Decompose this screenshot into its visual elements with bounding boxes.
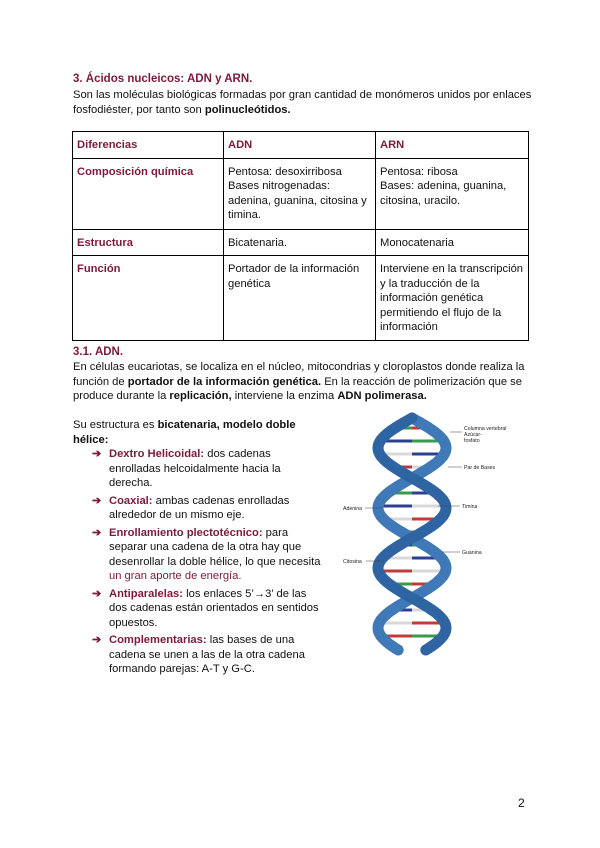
arrow-icon: ➔ bbox=[92, 448, 102, 460]
property-desc: los enlaces 5’→3’ de las dos cadenas están orientados en sentidos opuestos. bbox=[109, 587, 319, 629]
adn-bold: replicación, bbox=[169, 390, 232, 402]
label-adenine: Adenina bbox=[343, 506, 363, 512]
property-term: Dextro Helicoidal: bbox=[109, 448, 205, 460]
property-desc: para separar una cadena de la otra hay que desenrollar la doble hélice, lo que necesita bbox=[109, 526, 321, 568]
adn-paragraph bbox=[73, 360, 535, 404]
header-diferencias: Diferencias bbox=[73, 132, 224, 159]
structure-bold: bicatenaria, modelo doble hélice: bbox=[73, 419, 296, 446]
arrow-icon: ➔ bbox=[92, 526, 102, 539]
table-row bbox=[73, 229, 529, 256]
property-desc: las bases de una cadena se unen a las de la otra cadena formando parejas: A-T y G-C. bbox=[109, 634, 305, 675]
structure-intro bbox=[73, 418, 313, 447]
list-item bbox=[92, 633, 324, 677]
label-backbone: Columna vertebral bbox=[464, 426, 507, 432]
property-desc: ambas cadenas enrolladas alrededor de un mismo eje. bbox=[109, 494, 290, 521]
cell-line: Bases: adenina, guanina, citosina, uracilo. bbox=[380, 180, 507, 207]
list-item bbox=[92, 447, 324, 491]
arrow-icon: ➔ bbox=[92, 634, 102, 646]
comparison-table bbox=[72, 131, 529, 341]
table-cell bbox=[224, 158, 376, 229]
list-item bbox=[92, 494, 324, 523]
adn-bold: portador de la información genética. bbox=[127, 375, 322, 388]
arrow-icon: ➔ bbox=[92, 587, 102, 600]
label-backbone: fosfato bbox=[464, 438, 480, 444]
row-label: Estructura bbox=[73, 229, 224, 256]
adn-bold: ADN polimerasa. bbox=[337, 390, 427, 402]
list-item bbox=[92, 587, 324, 631]
label-cytosine: Citosina bbox=[343, 559, 362, 565]
table-cell: Interviene en la transcripción y la traducción de la información genética permitiendo el flujo de la información bbox=[376, 256, 529, 341]
table-cell: Bicatenaria. bbox=[224, 229, 376, 256]
adn-text: interviene la enzima bbox=[231, 390, 338, 402]
properties-list bbox=[92, 447, 324, 680]
section-title: 3. Ácidos nucleicos: ADN y ARN. bbox=[73, 73, 253, 85]
header-arn: ARN bbox=[376, 132, 529, 159]
label-base-pair: Par de Bases bbox=[464, 465, 496, 471]
cell-line: Pentosa: ribosa bbox=[380, 165, 458, 178]
intro-text: Son las moléculas biológicas formadas por gran cantidad de monómeros unidos por enlaces fosfodiéster, por tanto son bbox=[73, 89, 532, 116]
label-backbone: Azúcar- bbox=[464, 432, 482, 438]
adn-text: En células eucariotas, se localiza en el núcleo, mitocondrias y cloroplastos donde realiza la función de bbox=[73, 361, 525, 388]
property-term: Enrollamiento plectotécnico: bbox=[109, 526, 263, 539]
table-row bbox=[73, 256, 529, 341]
list-item bbox=[92, 526, 324, 584]
header-adn: ADN bbox=[224, 132, 376, 159]
page-number: 2 bbox=[518, 796, 525, 810]
cell-line: Pentosa: desoxirribosa bbox=[228, 165, 342, 178]
property-desc: dos cadenas enrolladas helcoidalmente hacia la derecha. bbox=[109, 448, 281, 489]
structure-text: Su estructura es bbox=[73, 419, 158, 431]
table-cell bbox=[376, 158, 529, 229]
row-label: Función bbox=[73, 256, 224, 341]
intro-bold: polinucleótidos. bbox=[204, 103, 291, 116]
label-guanine: Guanina bbox=[462, 550, 482, 556]
intro-paragraph bbox=[73, 88, 533, 117]
cell-line: Bases nitrogenadas: adenina, guanina, citosina y timina. bbox=[228, 180, 367, 221]
property-extra: un gran aporte de energía. bbox=[109, 570, 242, 582]
property-term: Antiparalelas: bbox=[109, 587, 183, 600]
arrow-icon: ➔ bbox=[92, 494, 102, 507]
label-thymine: Timina bbox=[462, 504, 478, 510]
table-cell: Portador de la información genética bbox=[224, 256, 376, 341]
adn-text: En la reacción de polimerización que se produce durante la bbox=[73, 375, 522, 402]
property-term: Coaxial: bbox=[109, 494, 153, 507]
dna-double-helix-figure bbox=[330, 410, 530, 660]
subsection-title: 3.1. ADN. bbox=[73, 346, 124, 358]
row-label: Composición química bbox=[73, 158, 224, 229]
table-cell: Monocatenaria bbox=[376, 229, 529, 256]
property-term: Complementarias: bbox=[109, 634, 207, 646]
table-row bbox=[73, 158, 529, 229]
table-header-row bbox=[73, 132, 529, 159]
